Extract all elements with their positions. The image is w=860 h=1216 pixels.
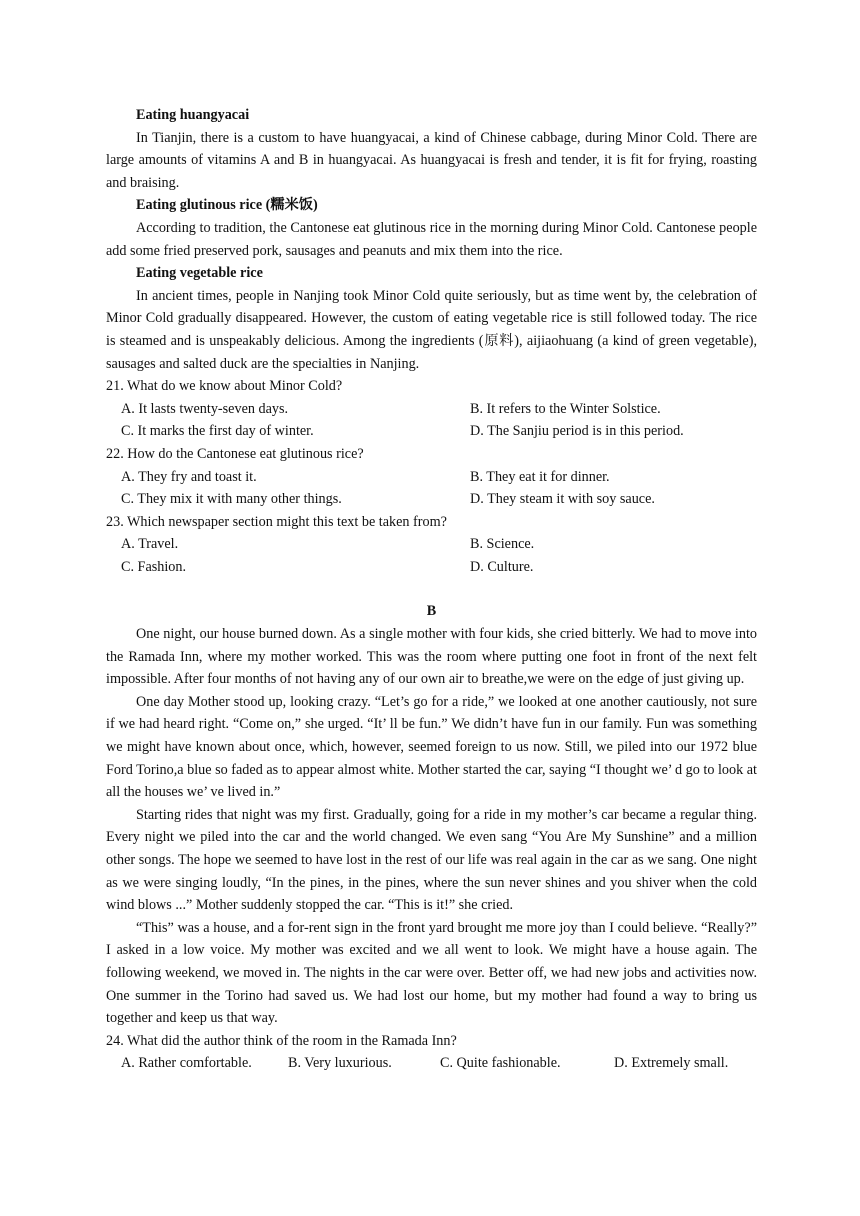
option-21-c: C. It marks the first day of winter. <box>121 423 314 440</box>
document-page <box>106 104 757 1075</box>
story-paragraph: “This” was a house, and a for-rent sign in the front yard brought me more joy than I could believe. “Really?” I asked in a low voice. My mother was excited and we all went to look. We might have a house again. The following weekend, we moved in. The nights in the car were over. Better off, we had new jobs and activities now. One summer in the Torino had saved us. We had lost our home, but my mother had found a way to bring us together and keep us that way. <box>106 919 757 1027</box>
question-21-stem: 21. What do we know about Minor Cold? <box>106 378 343 395</box>
option-24-b: B. Very luxurious. <box>288 1055 392 1072</box>
section-spacer <box>106 578 757 600</box>
paragraph-glutinous-rice: According to tradition, the Cantonese eat glutinous rice in the morning during Minor Cold. Cantonese people add some fried preserved pork, sausages and peanuts and mix them into the rice. <box>106 219 757 259</box>
option-22-b: B. They eat it for dinner. <box>470 468 610 485</box>
question-23-options <box>106 533 757 578</box>
story-paragraph: Starting rides that night was my first. Gradually, going for a ride in my mother’s car became a regular thing. Every night we piled into the car and the world changed. We even sang “You Are My Sunshine” and a million other songs. The hope we seemed to have lost in the rest of our life was real again in the car as we sang. One night as we were singing loudly, “In the pines, in the pines, where the sun never shines and you shiver when the cold wind blows ...” Mother suddenly stopped the car. “This is it!” she cried. <box>106 806 757 914</box>
option-21-a: A. It lasts twenty-seven days. <box>121 400 289 417</box>
question-22-stem: 22. How do the Cantonese eat glutinous rice? <box>106 445 364 462</box>
heading-glutinous-rice: Eating glutinous rice (糯米饭) <box>136 197 318 214</box>
question-22-options <box>106 466 757 511</box>
question-24-options <box>106 1052 757 1075</box>
paragraph-huangyacai: In Tianjin, there is a custom to have huangyacai, a kind of Chinese cabbage, during Minor Cold. There are large amounts of vitamins A and B in huangyacai. As huangyacai is fresh and tender, it is fit for frying, roasting and braising. <box>106 129 757 191</box>
question-21-options <box>106 398 757 443</box>
option-24-a: A. Rather comfortable. <box>121 1055 252 1072</box>
option-23-c: C. Fashion. <box>121 558 187 575</box>
paragraph-vegetable-rice: In ancient times, people in Nanjing took Minor Cold quite seriously, but as time went by, the celebration of Minor Cold gradually disappeared. However, the custom of eating vegetable rice is still followed today. The rice is steamed and is unspeakably delicious. Among the ingredients (原料), aijiaohuang (a kind of green vegetable), sausages and salted duck are the specialties in Nanjing. <box>106 287 757 372</box>
option-22-c: C. They mix it with many other things. <box>121 491 342 508</box>
option-23-b: B. Science. <box>470 536 535 553</box>
option-23-a: A. Travel. <box>121 536 179 553</box>
option-21-d: D. The Sanjiu period is in this period. <box>470 423 684 440</box>
option-24-d: D. Extremely small. <box>614 1055 729 1072</box>
option-23-d: D. Culture. <box>470 558 534 575</box>
option-21-b: B. It refers to the Winter Solstice. <box>470 400 661 417</box>
question-23-stem: 23. Which newspaper section might this text be taken from? <box>106 513 447 530</box>
option-22-d: D. They steam it with soy sauce. <box>470 491 655 508</box>
heading-huangyacai: Eating huangyacai <box>136 107 250 123</box>
option-24-c: C. Quite fashionable. <box>440 1055 561 1072</box>
option-22-a: A. They fry and toast it. <box>121 468 257 485</box>
heading-vegetable-rice: Eating vegetable rice <box>136 265 263 282</box>
story-paragraph: One night, our house burned down. As a single mother with four kids, she cried bitterly. We had to move into the Ramada Inn, where my mother worked. This was the room where putting one foot in front of the next felt impossible. After four months of not having any of our own air to breathe,we were on the edge of just giving up. <box>106 626 757 688</box>
story-paragraph: One day Mother stood up, looking crazy. “Let’s go for a ride,” we looked at one another cautiously, not sure if we had heard right. “Come on,” she urged. “It’ ll be fun.” We didn’t have fun in our family. Fun was something we might have known about once, which, however, seemed foreign to us now. Still, we piled into our 1972 blue Ford Torino,a blue so faded as to appear almost white. Mother started the car, saying “I thought we’ d go to look at all the houses we’ ve lived in.” <box>106 693 757 801</box>
section-b-label: B <box>426 603 437 620</box>
question-24-stem: 24. What did the author think of the room in the Ramada Inn? <box>106 1032 457 1049</box>
